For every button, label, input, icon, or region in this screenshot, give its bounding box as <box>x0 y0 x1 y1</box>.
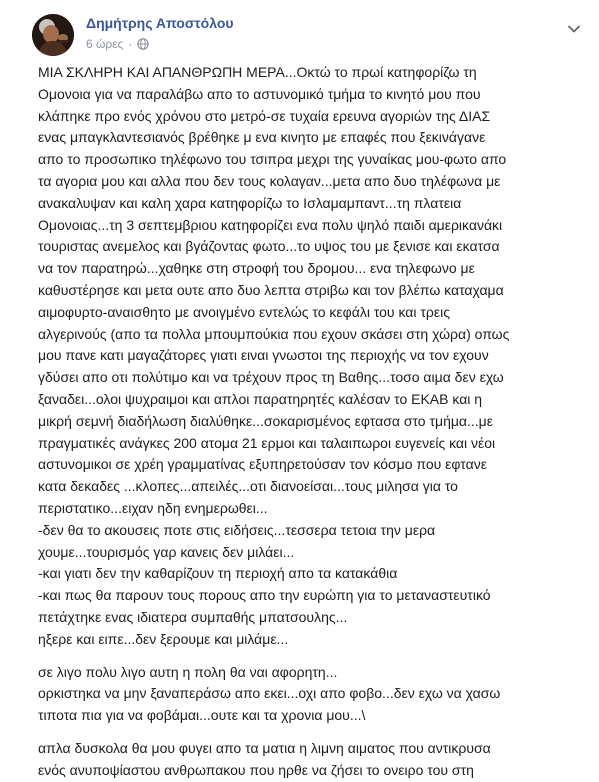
post-text-line: περιστατικο...ειχαν ηδη ενημερωθει... <box>38 499 268 516</box>
post-text-line: Ομονοια για να παραλάβω απο το αστυνομικό τμήμα το κινητό μου που <box>38 85 481 102</box>
post-timestamp[interactable]: 6 ώρες <box>86 37 124 51</box>
post-text-line: απο το προσωπικο τηλέφωνο του τσιπρα μεχρι της γυναίκας μου-φωτο απο <box>38 151 507 168</box>
post-text-line: σε λιγο πολυ λιγο αυτη η πολη θα ναι αφορητη... <box>38 663 338 680</box>
post-text-line: πετάχτηκε ενας ιδιατερα συμπαθής μπατσουλης... <box>38 608 348 625</box>
post-text-line: κλάπηκε προ ενός χρόνου στο μετρό-σε τυχαία ερευνα αγοριών της ΔΙΑΣ <box>38 107 491 124</box>
post-text-line: αλγερινούς (απο τα πολλα μπουμπούκια που εχουν σκάσει στη χώρα) οπως <box>38 325 510 342</box>
post-text-line: απλα δυσκολα θα μου φυγει απο τα ματια η λιμνη αιματος που αντικρυσα <box>38 739 491 756</box>
post-text-line: ξαναδει...ολοι ψυχραιμοι και απλοι παρατηρητές καλέσαν το ΕΚΑΒ και η <box>38 390 483 407</box>
author-name[interactable]: Δημήτρης Αποστόλου <box>86 15 234 31</box>
post-text-line: ηξερε και ειπε...δεν ξερουμε και μιλάμε... <box>38 630 289 647</box>
post-text-line: Ομονοιας...τη 3 σεπτεμβριου κατηφορίζει ενα πολυ ψηλό παιδι αμερικανάκι <box>38 216 503 233</box>
paragraph-gap <box>38 651 578 662</box>
post-text-line: μικρή σεμνή διαδήλωση διαλύθηκε...σοκαρισμένος εφτασα στο τμήμα...με <box>38 412 493 429</box>
post-text-line: γδύσει απο οτι πολύτιμο και να τρέχουν προς τη Βαθης...τοσο αιμα δεν εχω <box>38 369 504 386</box>
avatar-photo <box>32 14 74 56</box>
post-text-line: ΜΙΑ ΣΚΛΗΡΗ ΚΑΙ ΑΠΑΝΘΡΩΠΗ ΜΕΡΑ...Οκτώ το πρωί κατηφορίζω τη <box>38 64 477 80</box>
post-meta <box>86 37 149 51</box>
post-text-line: καθυστέρησε και μετα ουτε απο δυο λεπτα στριβω και τον βλέπω καταχαμα <box>38 281 504 298</box>
post-paragraph-1 <box>38 62 578 651</box>
post-text-line: κατα δεκαδες ...κλοπες...απειλές...οτι διανοείσαι...τους μιλησα για το <box>38 478 458 495</box>
globe-icon[interactable] <box>137 38 149 50</box>
post-text-line: τιποτα πια για να φοβάμαι...ουτε και τα χρονια μου...\ <box>38 707 366 724</box>
chevron-down-icon[interactable] <box>567 22 581 36</box>
post-text-line: να τον παρατηρώ...χαθηκε στη στροφή του δρομου... ενα τηλεφωνο με <box>38 260 475 277</box>
post-text-line: μου πανε κατι μαγαζάτορες γιατι ειναι γνωστοι της περιοχής να τον εχουν <box>38 347 489 364</box>
post-paragraph-3 <box>38 738 578 782</box>
post-text-line: τουριστας ανεμελος και βγάζοντας φωτο...το υψος του με ξενισε και εκατσα <box>38 238 500 255</box>
post-text-line: αιμοφυρτο-αναισθητο με ανοιγμένο εντελώς το κεφάλι του και τρεις <box>38 303 450 320</box>
post-text-line: ανακαλυψαν και καλη χαρα κατηφορίζω το Ισλαμαμπαντ...τη πλατεια <box>38 194 462 211</box>
paragraph-gap <box>38 727 578 738</box>
post-text-line: αστυνομικοι σε χρέη γραμματίνας εξυπηρετούσαν τον κόσμο που εφτανε <box>38 456 487 473</box>
post-text-line: χουμε...τουρισμός γαρ κανεις δεν μιλάει... <box>38 543 295 560</box>
post-text-line: τα αγορια μου και αλλα που δεν τους κολαγαν...μετα απο δυο τηλέφωνα με <box>38 172 501 189</box>
post-text-line: -δεν θα το ακουσεις ποτε στις ειδήσεις...τεσσερα τετοια την μερα <box>38 521 436 538</box>
meta-separator: · <box>128 37 133 51</box>
post-text-line: πραγματικές ανάγκες 200 ατομα 21 ερμοι και ταλαιπωροι ευγενείς και νέοι <box>38 434 496 451</box>
post-body <box>38 62 578 782</box>
post-text-line: -και γιατι δεν την καθαρίζουν τη περιοχή απο τα κατακάθια <box>38 565 398 582</box>
post-header <box>28 12 599 62</box>
post-text-line: ορκιστηκα να μην ξαναπεράσω απο εκει...οχι απο φοβο...δεν εχω να χασω <box>38 685 501 702</box>
post-text-line: ενός ανυποψίαστου ανθρωπακου που ηρθε να ζήσει το ονειρο του στη <box>38 761 474 778</box>
post-paragraph-2 <box>38 662 578 727</box>
post-text-line: ενας μπαγκλαντεσιανός βρέθηκε μ ενα κινητο με επαφές που ξεκινάγανε <box>38 129 486 146</box>
post-text-line: -και πως θα παρουν τους πορους απο την ευρώπη για το μεταναστευτικό <box>38 587 491 604</box>
author-avatar[interactable] <box>32 14 74 56</box>
